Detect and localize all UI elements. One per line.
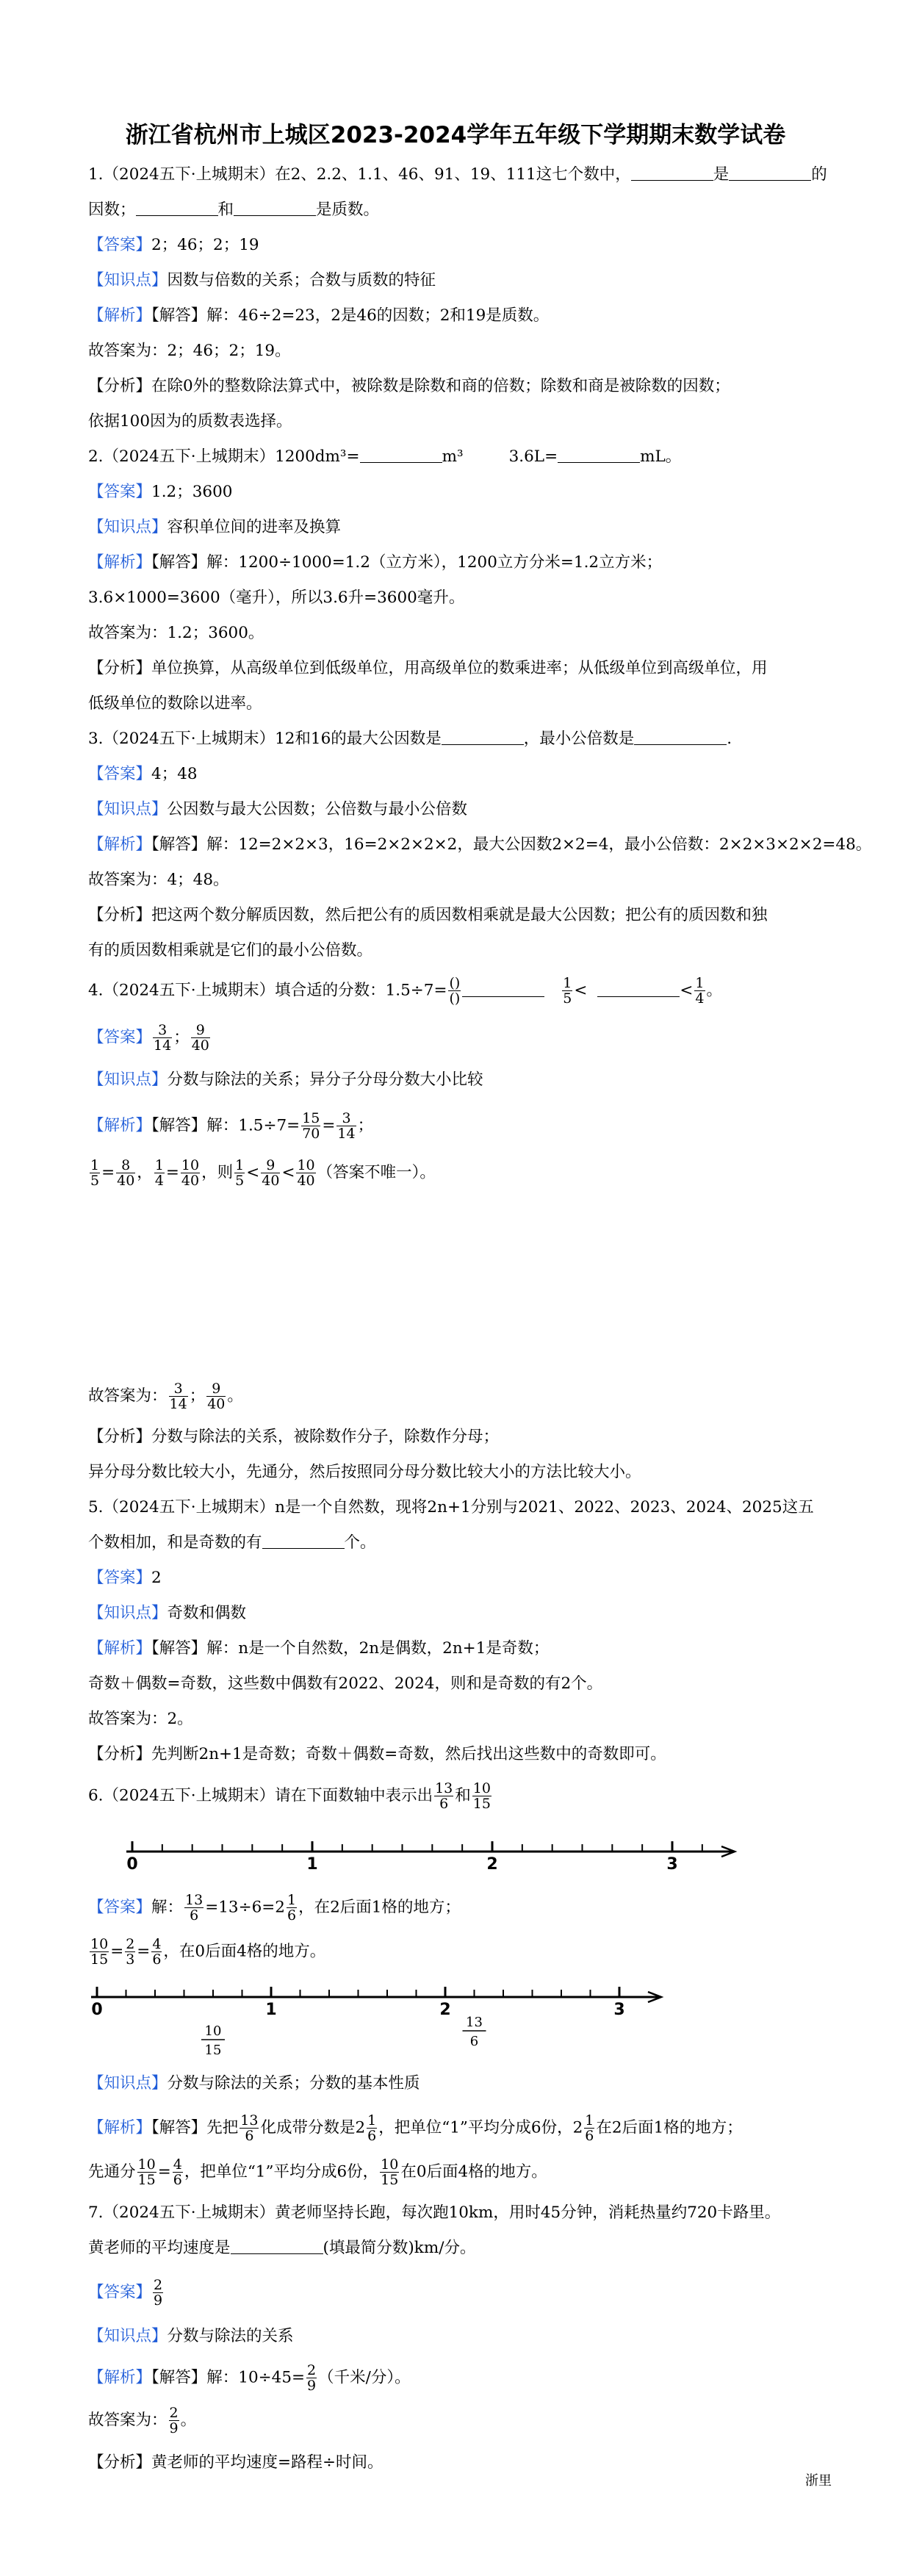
page-title: 浙江省杭州市上城区2023-2024学年五年级下学期期末数学试卷 xyxy=(125,122,786,148)
q3-knowledge: 【知识点】公因数与最大公因数；公倍数与最小公倍数 xyxy=(88,800,468,819)
q2-stem: 2.（2024五下·上城期末）1200dm³= m³ 3.6L= mL。 xyxy=(88,447,682,466)
footer-mark: 浙里 xyxy=(805,2473,832,2489)
q7-stem: 7.（2024五下·上城期末）黄老师坚持长跑，每次跑10km，用时45分钟，消耗热量约720卡路里。 xyxy=(88,2203,781,2222)
q4-fenxi: 【分析】分数与除法的关系，被除数作分子，除数作分母； xyxy=(88,1428,500,1446)
q5-solution-2: 奇数＋偶数=奇数，这些数中偶数有2022、2024，则和是奇数的有2个。 xyxy=(88,1674,603,1693)
q7-stem-2: 黄老师的平均速度是 (填最简分数)km/分。 xyxy=(88,2239,476,2257)
q7-fenxi: 【分析】黄老师的平均速度=路程÷时间。 xyxy=(88,2453,384,2472)
q2-answer: 【答案】1.2；3600 xyxy=(88,483,233,501)
q4-stem: 4.（2024五下·上城期末）填合适的分数：1.5÷7= $\frac{()}{()}$ $\frac{1}{5}$ < < $\frac{1}{4}$ 。 xyxy=(88,975,723,1007)
q5-stem: 5.（2024五下·上城期末）n是一个自然数，现将2n+1分别与2021、2022、2023、2024、2025这五 xyxy=(88,1498,814,1517)
fraction: $\frac{1}{4}$ xyxy=(695,975,705,1007)
fraction-box: $\frac{()}{()}$ xyxy=(449,975,461,1007)
q1-fenxi-2: 依据100因为的质数表选择。 xyxy=(88,412,292,431)
fraction-numerator: 13 xyxy=(466,2015,483,2030)
q4-fenxi-2: 异分母分数比较大小，先通分，然后按照同分母分数比较大小的方法比较大小。 xyxy=(88,1463,641,1481)
q3-fenxi-2: 有的质因数相乘就是它们的最小公倍数。 xyxy=(88,941,373,960)
number-line-question xyxy=(126,1841,735,1874)
q1-stem-line1: 1.（2024五下·上城期末）在2、2.2、1.1、46、91、19、111这七个数中， 是 的 xyxy=(88,165,827,184)
q6-solution: 【解析】【解答】先把 $\frac{13}{6}$ 化成带分数是2 $\frac{1}{6}$ ，把单位“1”平均分成6份，2 $\frac{1}{6}$ 在2后面1格的地方； xyxy=(88,2112,743,2144)
q4-solution: 【解析】【解答】解：1.5÷7= $\frac{15}{70}$ = $\frac{3}{14}$ ； xyxy=(88,1110,374,1142)
q6-answer-2: $\frac{10}{15}$ = $\frac{2}{3}$ = $\frac{4}{6}$ ，在0后面4格的地方。 xyxy=(90,1936,326,1968)
tick-label: 3 xyxy=(613,2001,625,2019)
q7-final: 故答案为： $\frac{2}{9}$ 。 xyxy=(88,2405,197,2436)
q7-knowledge: 【知识点】分数与除法的关系 xyxy=(88,2327,294,2345)
q4-knowledge: 【知识点】分数与除法的关系；异分子分母分数大小比较 xyxy=(88,1071,483,1089)
q5-solution: 【解析】【解答】解：n是一个自然数，2n是偶数，2n+1是奇数； xyxy=(88,1639,550,1658)
q6-stem: 6.（2024五下·上城期末）请在下面数轴中表示出 $\frac{13}{6}$ 和 $\frac{10}{15}$ xyxy=(88,1780,491,1812)
fraction-denominator: 6 xyxy=(469,2034,479,2049)
q2-final: 故答案为：1.2；3600。 xyxy=(88,624,264,642)
q7-answer: 【答案】 $\frac{2}{9}$ xyxy=(88,2277,163,2309)
q1-fenxi: 【分析】在除0外的整数除法算式中，被除数是除数和商的倍数；除数和商是被除数的因数； xyxy=(88,377,730,395)
q3-answer: 【答案】4；48 xyxy=(88,765,198,783)
q1-stem-line2: 因数； 和 是质数。 xyxy=(88,201,380,219)
q3-stem: 3.（2024五下·上城期末）12和16的最大公因数是 ，最小公倍数是 . xyxy=(88,730,732,748)
fraction-numerator: 10 xyxy=(204,2023,222,2039)
tick-label: 0 xyxy=(91,2001,103,2019)
q3-solution: 【解析】【解答】解：12=2×2×3，16=2×2×2×2，最大公因数2×2=4，最小公倍数：2×2×3×2×2=48。 xyxy=(88,835,872,854)
q6-solution-2: 先通分 $\frac{10}{15}$ = $\frac{4}{6}$ ，把单位“1”平均分成6份， $\frac{10}{15}$ 在0后面4格的地方。 xyxy=(88,2156,547,2188)
tick-label: 1 xyxy=(265,2001,277,2019)
fraction-denominator: 15 xyxy=(204,2043,222,2058)
q6-knowledge: 【知识点】分数与除法的关系；分数的基本性质 xyxy=(88,2074,420,2093)
q5-stem-2: 个数相加，和是奇数的有 个。 xyxy=(88,1533,376,1552)
tick-label: 2 xyxy=(439,2001,451,2019)
number-line-answer xyxy=(91,1987,661,2058)
tick-label: 0 xyxy=(126,1855,138,1874)
q3-fenxi: 【分析】把这两个数分解质因数，然后把公有的质因数相乘就是最大公因数；把公有的质因数和独 xyxy=(88,906,768,924)
q4-final: 故答案为： $\frac{3}{14}$ ； $\frac{9}{40}$ 。 xyxy=(88,1381,243,1412)
q6-answer: 【答案】解： $\frac{13}{6}$ =13÷6=2 $\frac{1}{6}$ ，在2后面1格的地方； xyxy=(88,1892,461,1924)
tick-label: 2 xyxy=(486,1855,498,1874)
q3-final: 故答案为：4；48。 xyxy=(88,871,229,889)
answer-blank xyxy=(231,2237,323,2254)
q2-solution-2: 3.6×1000=3600（毫升），所以3.6升=3600毫升。 xyxy=(88,589,465,607)
q2-knowledge: 【知识点】容积单位间的进率及换算 xyxy=(88,518,342,536)
q4-answer: 【答案】 $\frac{3}{14}$ ； $\frac{9}{40}$ xyxy=(88,1022,209,1054)
q5-final: 故答案为：2。 xyxy=(88,1710,193,1728)
q2-fenxi-2: 低级单位的数除以进率。 xyxy=(88,694,262,713)
q1-final: 故答案为：2；46；2；19。 xyxy=(88,342,291,360)
tick-label: 1 xyxy=(306,1855,318,1874)
fraction: $\frac{1}{5}$ xyxy=(563,975,572,1007)
q7-solution: 【解析】【解答】解：10÷45= $\frac{2}{9}$ （千米/分）。 xyxy=(88,2362,411,2394)
q1-solution: 【解析】【解答】解：46÷2=23，2是46的因数；2和19是质数。 xyxy=(88,306,550,325)
q1-answer: 【答案】2；46；2；19 xyxy=(88,236,259,254)
q5-knowledge: 【知识点】奇数和偶数 xyxy=(88,1604,247,1622)
q5-fenxi: 【分析】先判断2n+1是奇数；奇数＋偶数=奇数，然后找出这些数中的奇数即可。 xyxy=(88,1745,666,1763)
q2-fenxi: 【分析】单位换算，从高级单位到低级单位，用高级单位的数乘进率；从低级单位到高级单位，用 xyxy=(88,659,768,677)
q4-solution-2: $\frac{1}{5}$ = $\frac{8}{40}$ ， $\frac{1}{4}$ = $\frac{10}{40}$ ，则 $\frac{1}{5}$ < $\frac{9}{40}$ < $\frac{10}{40}$ （答案不唯一）。 xyxy=(90,1157,436,1189)
q2-solution: 【解析】【解答】解：1200÷1000=1.2（立方米），1200立方分米=1.2立方米； xyxy=(88,553,663,572)
tick-label: 3 xyxy=(666,1855,678,1874)
q5-answer: 【答案】2 xyxy=(88,1569,162,1587)
q1-knowledge: 【知识点】因数与倍数的关系；合数与质数的特征 xyxy=(88,271,436,289)
